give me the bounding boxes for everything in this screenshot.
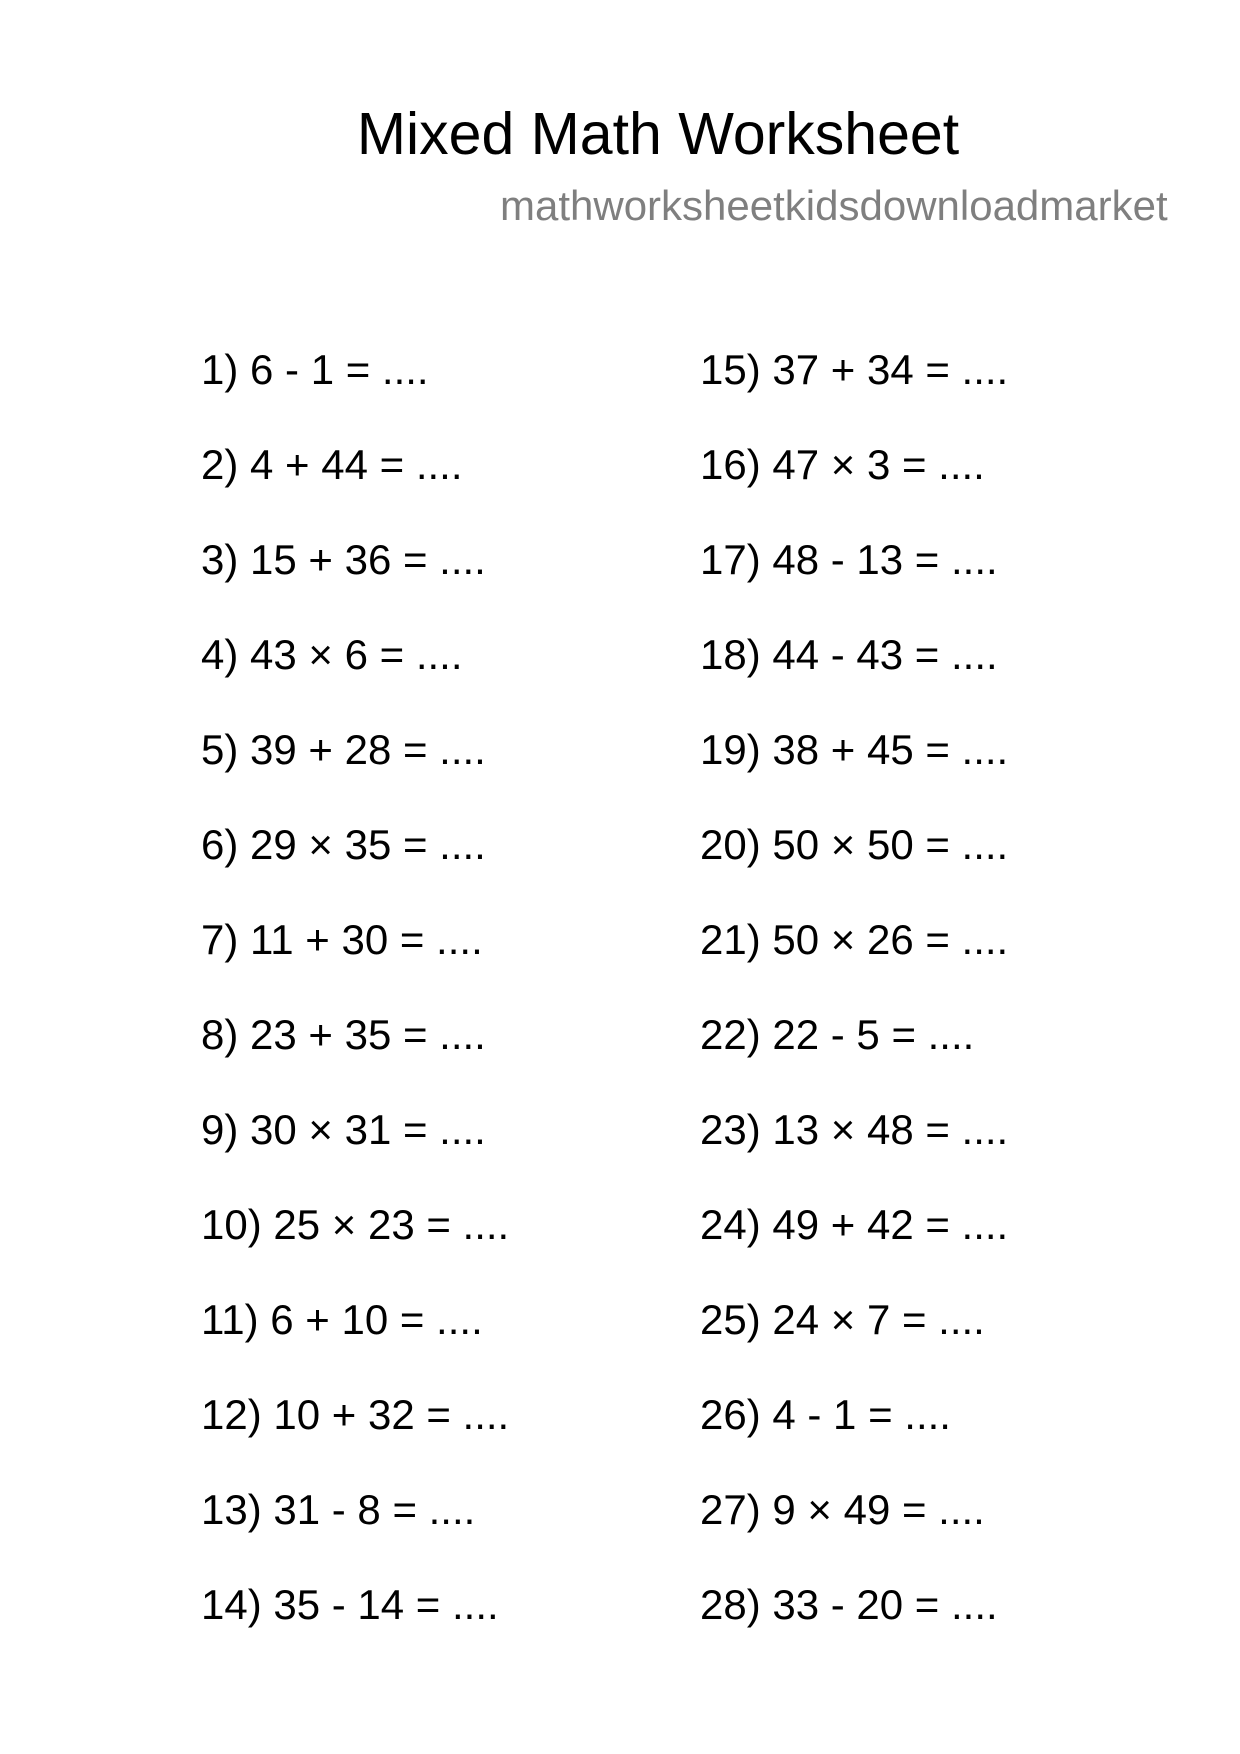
problem-2: 2) 4 + 44 = .... (201, 441, 463, 488)
problem-13: 13) 31 - 8 = .... (201, 1486, 476, 1533)
problem-28: 28) 33 - 20 = .... (700, 1581, 998, 1628)
problem-6: 6) 29 × 35 = .... (201, 821, 486, 868)
problem-7: 7) 11 + 30 = .... (201, 916, 483, 963)
problem-19: 19) 38 + 45 = .... (700, 726, 1009, 773)
problem-24: 24) 49 + 42 = .... (700, 1201, 1009, 1248)
problem-17: 17) 48 - 13 = .... (700, 536, 998, 583)
problem-12: 12) 10 + 32 = .... (201, 1391, 510, 1438)
problem-16: 16) 47 × 3 = .... (700, 441, 985, 488)
problem-25: 25) 24 × 7 = .... (700, 1296, 985, 1343)
problem-9: 9) 30 × 31 = .... (201, 1106, 486, 1153)
problem-20: 20) 50 × 50 = .... (700, 821, 1009, 868)
problem-column-right (700, 345, 1008, 1675)
problem-22: 22) 22 - 5 = .... (700, 1011, 975, 1058)
problem-column-left (201, 345, 509, 1675)
problem-21: 21) 50 × 26 = .... (700, 916, 1009, 963)
problem-15: 15) 37 + 34 = .... (700, 346, 1009, 393)
problem-5: 5) 39 + 28 = .... (201, 726, 486, 773)
problem-1: 1) 6 - 1 = .... (201, 346, 429, 393)
problem-4: 4) 43 × 6 = .... (201, 631, 463, 678)
problem-14: 14) 35 - 14 = .... (201, 1581, 499, 1628)
problem-8: 8) 23 + 35 = .... (201, 1011, 486, 1058)
problem-23: 23) 13 × 48 = .... (700, 1106, 1009, 1153)
problem-3: 3) 15 + 36 = .... (201, 536, 486, 583)
problem-18: 18) 44 - 43 = .... (700, 631, 998, 678)
problem-10: 10) 25 × 23 = .... (201, 1201, 510, 1248)
problem-27: 27) 9 × 49 = .... (700, 1486, 985, 1533)
problem-11: 11) 6 + 10 = .... (201, 1296, 483, 1343)
worksheet-title: Mixed Math Worksheet (356, 101, 960, 167)
worksheet-subtitle: mathworksheetkidsdownloadmarket (500, 182, 1168, 229)
problem-26: 26) 4 - 1 = .... (700, 1391, 951, 1438)
